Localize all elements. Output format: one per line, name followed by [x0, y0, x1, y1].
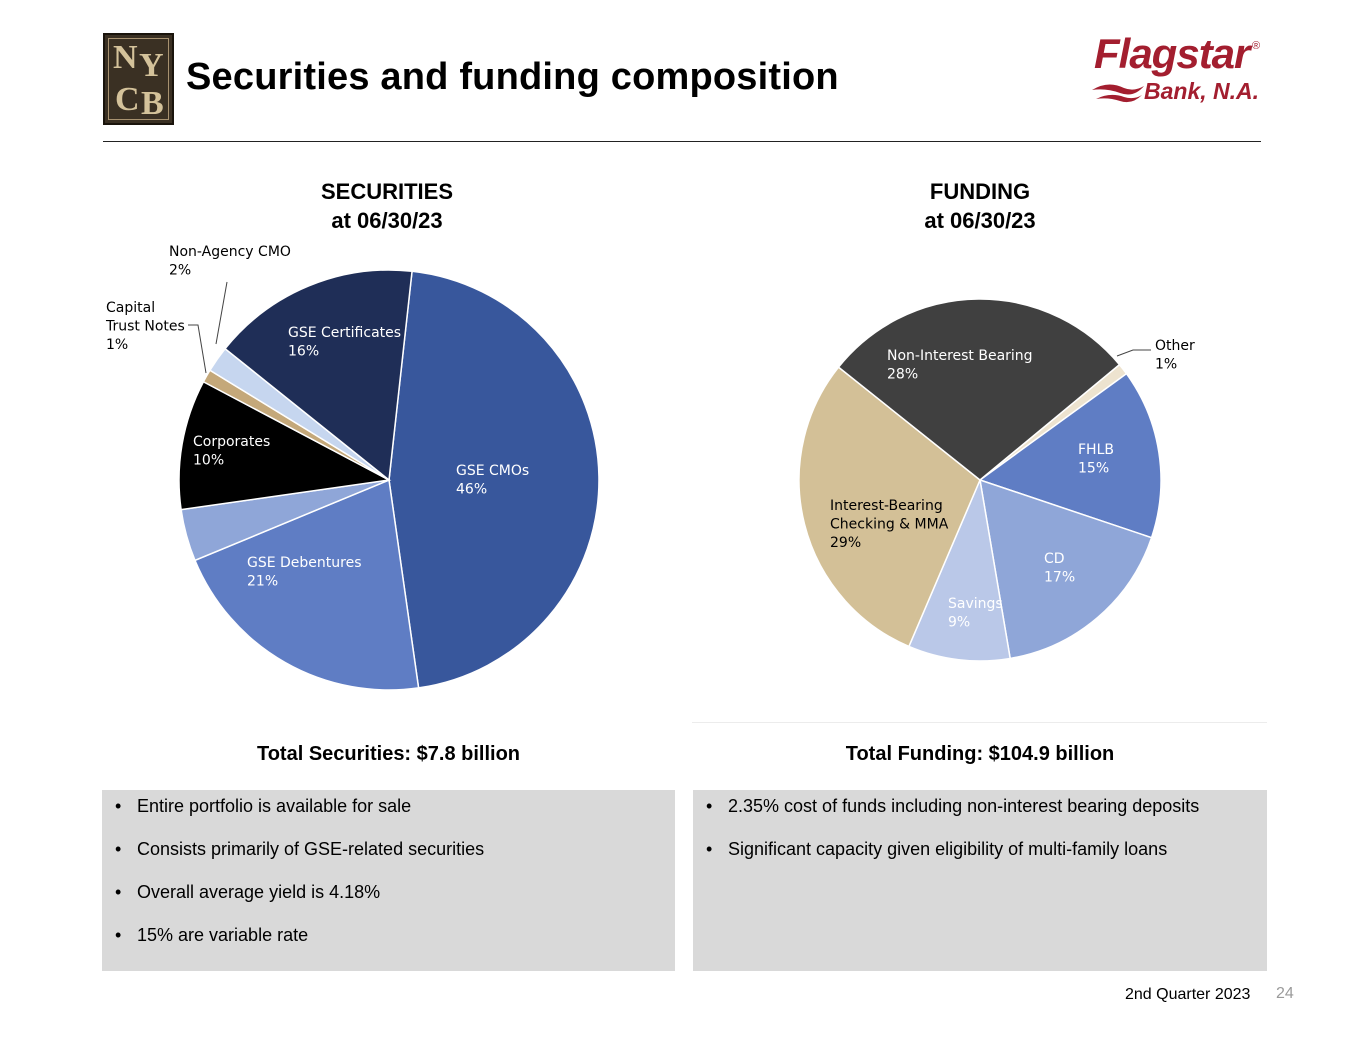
securities-notes-list [102, 794, 675, 966]
flagstar-logo-sub: Bank, N.A. [1144, 78, 1260, 104]
leader-line [1117, 350, 1151, 356]
funding-chart-title-main: FUNDING [929, 179, 1031, 204]
footer-period: 2nd Quarter 2023 [1125, 986, 1251, 1003]
pie-label-corporates: Corporates 10% [193, 434, 271, 469]
pie-label-non-agency-cmo: Non-Agency CMO 2% [169, 244, 291, 279]
securities-chart-subtitle: at 06/30/23 [331, 208, 443, 233]
nycb-logo-letter-n: N [113, 39, 138, 76]
funding-total: Total Funding: $104.9 billion [845, 743, 1115, 765]
list-item: • 15% are variable rate [102, 923, 675, 966]
funding-divider [692, 722, 1267, 723]
nycb-logo-letter-c: C [115, 81, 140, 118]
funding-notes-box [693, 790, 1267, 971]
securities-notes-box [102, 790, 675, 971]
list-item: • Entire portfolio is available for sale [102, 794, 675, 837]
pie-label-savings: Savings 9% [948, 596, 1003, 631]
pie-label-other: Other 1% [1155, 338, 1195, 373]
nycb-logo-letter-b: B [141, 85, 164, 122]
list-item: • Significant capacity given eligibility of multi-family loans [693, 837, 1267, 880]
funding-chart-subtitle: at 06/30/23 [924, 208, 1036, 233]
list-item: • 2.35% cost of funds including non-interest bearing deposits [693, 794, 1267, 837]
funding-notes-list [693, 794, 1267, 880]
pie-label-non-interest-bearing: Non-Interest Bearing 28% [887, 348, 1033, 383]
pie-label-cd: CD 17% [1044, 551, 1076, 586]
list-item: • Overall average yield is 4.18% [102, 880, 675, 923]
pie-label-gse-debentures: GSE Debentures 21% [247, 555, 362, 590]
securities-chart-title-main: SECURITIES [320, 179, 454, 204]
pie-label-interest-bearing-checking-mma: Interest-Bearing Checking & MMA 29% [830, 498, 949, 551]
securities-total: Total Securities: $7.8 billion [256, 743, 521, 765]
pie-label-fhlb: FHLB 15% [1078, 442, 1114, 477]
pie-label-capital-trust-notes: Capital Trust Notes 1% [106, 300, 185, 353]
page-title: Securities and funding composition [186, 56, 839, 98]
page-number: 24 [1276, 985, 1294, 1002]
pie-label-gse-certificates: GSE Certificates 16% [288, 325, 402, 360]
flagstar-logo-name: Flagstar [1094, 30, 1250, 77]
flagstar-logo-reg: ® [1252, 40, 1261, 52]
list-item: • Consists primarily of GSE-related securities [102, 837, 675, 880]
nycb-logo-letter-y: Y [139, 47, 164, 84]
pie-label-gse-cmos: GSE CMOs 46% [456, 463, 530, 498]
